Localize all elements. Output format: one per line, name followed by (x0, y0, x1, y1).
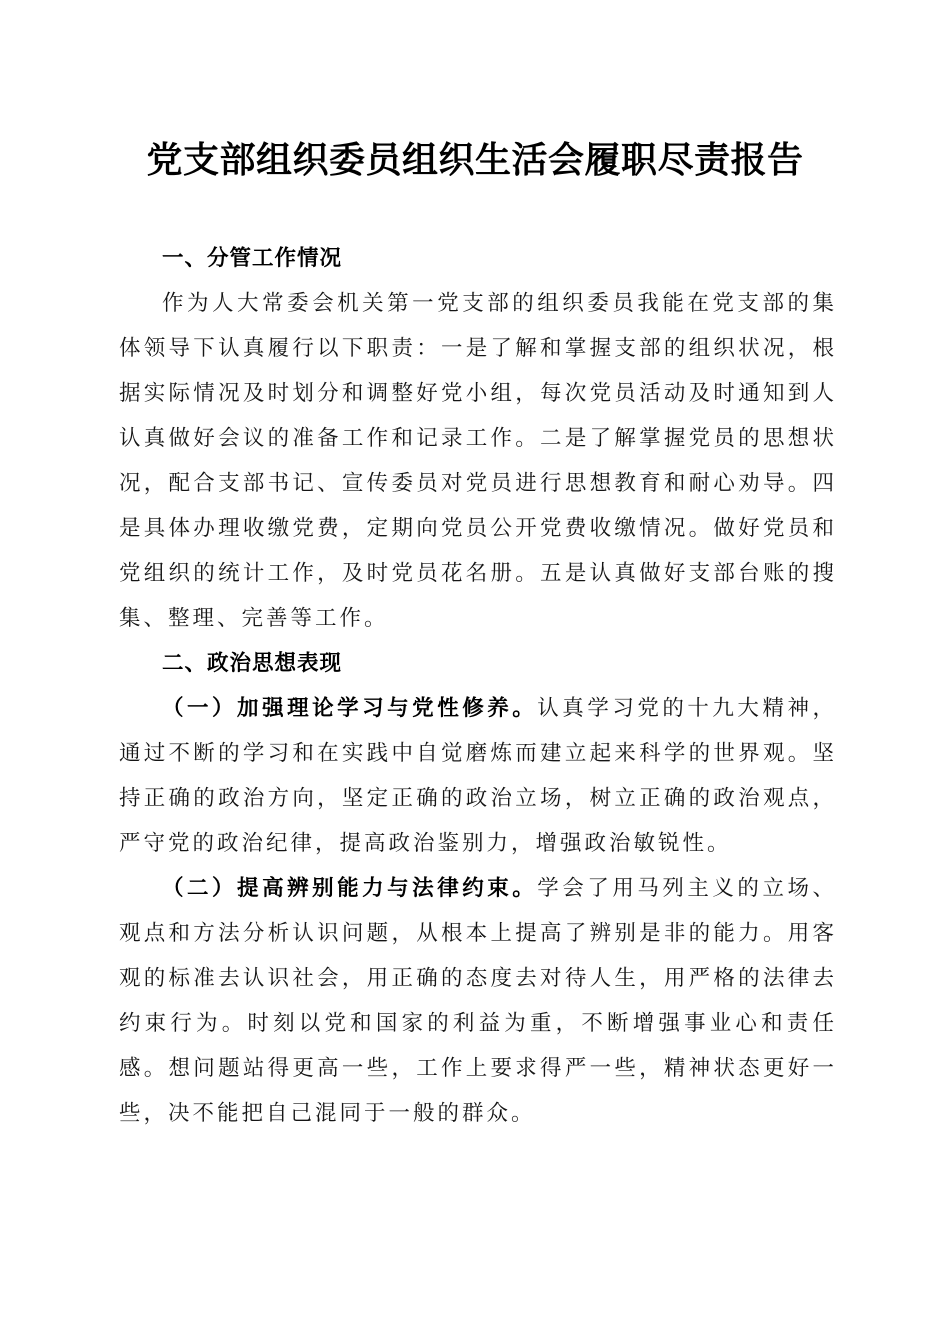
item-1-label: （一）加强理论学习与党性修养。 (162, 696, 538, 721)
item-2-text: 学会了用马列主义的立场、观点和方法分析认识问题，从根本上提高了辨别是非的能力。用客观的标准去认识社会，用正确的态度去对待人生，用严格的法律去约束行为。时刻以党和国家的利益为重，不断增强事业心和责任感。想问题站得更高一些，工作上要求得严一些，精神状态更好一些，决不能把自己混同于一般的群众。 (119, 876, 837, 1126)
document-title: 党支部组织委员组织生活会履职尽责报告 (146, 139, 804, 181)
section-2-item-1 (119, 686, 837, 866)
section-1-heading: 一、分管工作情况 (162, 246, 343, 271)
item-1-text: 认真学习党的十九大精神，通过不断的学习和在实践中自觉磨炼而建立起来科学的世界观。坚持正确的政治方向，坚定正确的政治立场，树立正确的政治观点，严守党的政治纪律，提高政治鉴别力，增强政治敏锐性。 (119, 696, 837, 856)
item-2-label: （二）提高辨别能力与法律约束。 (162, 876, 538, 901)
document-body (119, 236, 837, 1136)
section-2-item-2 (119, 866, 837, 1136)
section-2-heading: 二、政治思想表现 (162, 651, 343, 676)
section-1-paragraph: 作为人大常委会机关第一党支部的组织委员我能在党支部的集体领导下认真履行以下职责：一是了解和掌握支部的组织状况，根据实际情况及时划分和调整好党小组，每次党员活动及时通知到人认真做好会议的准备工作和记录工作。二是了解掌握党员的思想状况，配合支部书记、宣传委员对党员进行思想教育和耐心劝导。四是具体办理收缴党费，定期向党员公开党费收缴情况。做好党员和党组织的统计工作，及时党员花名册。五是认真做好支部台账的搜集、整理、完善等工作。 (119, 291, 837, 631)
